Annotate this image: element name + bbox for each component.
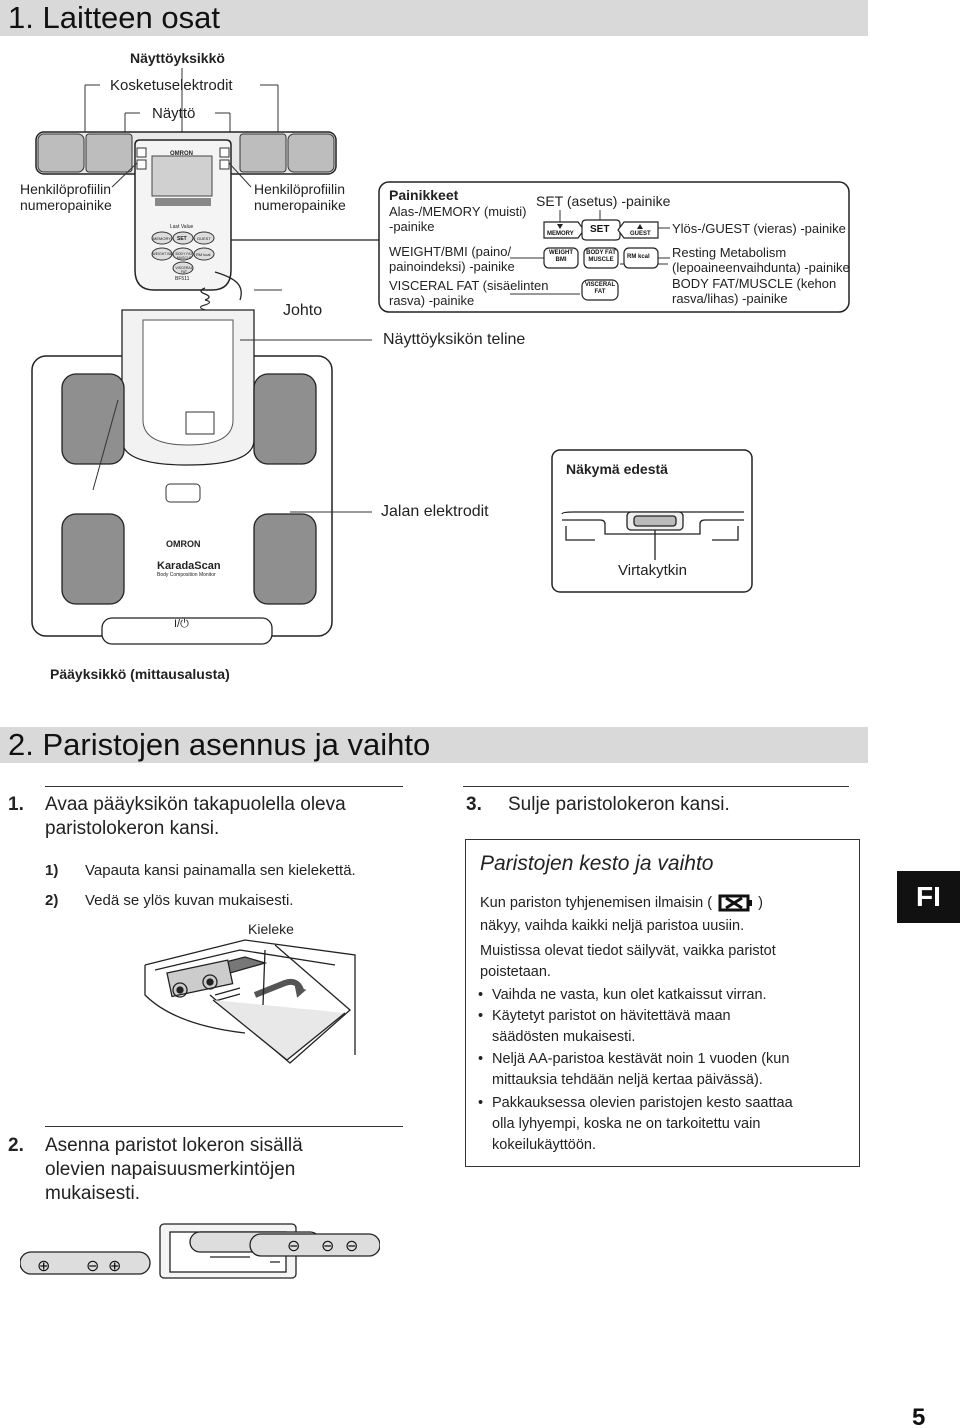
step1-sub2: 2) Vedä se ylös kuvan mukaisesti. (45, 892, 294, 909)
memory-button-label: Alas-/MEMORY (muisti) -painike (389, 204, 527, 234)
mini-key-bodyfat: BODY FAT MUSCLE (175, 252, 193, 260)
key-rm-text: RM kcal (627, 254, 650, 260)
mini-key-set: SET (177, 236, 187, 242)
step1-heading: 1. (8, 794, 24, 815)
display-label: Näyttö (152, 105, 196, 122)
battery-info-bullet-1: • Vaihda ne vasta, kun olet katkaissut virran. (478, 985, 767, 1006)
section2-title: 2. Paristojen asennus ja vaihto (8, 727, 431, 762)
guest-button-label: Ylös-/GUEST (vieras) -painike (672, 221, 846, 236)
battery-sign-6: ⊖ (345, 1238, 359, 1255)
step1-sub1: 1) Vapauta kansi painamalla sen kielekettä. (45, 862, 356, 879)
display-holder-label: Näyttöyksikön teline (383, 331, 526, 348)
display-model: BF511 (175, 276, 190, 282)
battery-sign-2: ⊖ (86, 1258, 100, 1275)
language-tab: FI (897, 871, 960, 923)
display-brand: OMRON (170, 151, 193, 157)
scale-graphic (32, 310, 332, 644)
visceral-button-label: VISCERAL FAT (sisäelinten rasva) -painike (389, 278, 549, 308)
key-memory-text: MEMORY (547, 231, 574, 237)
key-visceral-text: VISCERAL FAT (584, 282, 616, 295)
battery-empty-icon (716, 893, 754, 913)
cord-label: Johto (283, 302, 323, 319)
step1-rule (45, 786, 403, 787)
tab-label: Kieleke (248, 921, 294, 937)
step2-heading: 2. (8, 1135, 24, 1156)
step1-text: Avaa pääyksikön takapuolella oleva paristolokeron kansi. (45, 794, 346, 839)
section1-title: 1. Laitteen osat (8, 0, 220, 35)
page-number: 5 (912, 1404, 926, 1428)
battery-info-para2: Muistissa olevat tiedot säilyvät, vaikka paristot poistetaan. (480, 943, 776, 980)
mini-key-weight: WEIGHT BMI (152, 252, 174, 256)
mini-key-visceral: VISCERAL FAT (175, 266, 193, 274)
weight-button-label: WEIGHT/BMI (paino/ painoindeksi) -painike (389, 244, 515, 274)
battery-info-title: Paristojen kesto ja vaihto (480, 852, 714, 875)
main-unit-label: Pääyksikkö (mittausalusta) (50, 666, 230, 682)
profile-button-right-label: Henkilöprofiilin numeropainike (254, 181, 346, 213)
battery-sign-5: ⊖ (321, 1238, 335, 1255)
battery-info-bullet-2: • Käytetyt paristot on hävitettävä maan säädösten mukaisesti. (478, 1006, 731, 1048)
step3-rule (463, 786, 849, 787)
key-set-text: SET (590, 224, 610, 235)
buttons-panel-title: Painikkeet (389, 187, 459, 203)
mini-key-rm: RM kcal (196, 252, 211, 257)
profile-button-left-label: Henkilöprofiilin numeropainike (20, 181, 112, 213)
step2-text: Asenna paristot lokeron sisällä olevien napaisuusmerkintöjen mukaisesti. (45, 1135, 303, 1204)
device-parts-diagram (0, 0, 960, 700)
scale-brand: OMRON (166, 539, 201, 549)
battery-info-bullet-4: • Pakkauksessa olevien paristojen kesto saattaa olla lyhyempi, koska ne on tarkoitettu vain kokeilukäyttöön. (478, 1093, 793, 1156)
battery-info-para1-line1: Kun pariston tyhjenemisen ilmaisin ( ) (480, 893, 763, 914)
step2-rule (45, 1126, 403, 1127)
power-switch-label: Virtakytkin (618, 562, 687, 579)
battery-cover-diagram (135, 935, 395, 1095)
step3-text: Sulje paristolokeron kansi. (508, 794, 730, 815)
step3-heading: 3. (466, 794, 482, 815)
key-bodyfat-text: BODY FAT MUSCLE (586, 250, 616, 263)
battery-sign-1: ⊕ (37, 1258, 51, 1275)
foot-electrodes-label: Jalan elektrodit (381, 503, 489, 520)
front-view-title: Näkymä edestä (566, 461, 668, 477)
set-button-label: SET (asetus) -painike (536, 193, 671, 209)
mini-key-guest: GUEST (197, 236, 211, 241)
display-unit-label: Näyttöyksikkö (130, 50, 225, 66)
key-weight-text: WEIGHT BMI (549, 250, 573, 263)
bodyfat-button-label: BODY FAT/MUSCLE (kehon rasva/lihas) -painike (672, 276, 837, 306)
rm-button-label: Resting Metabolism (lepoaineenvaihdunta) -painike (672, 245, 850, 275)
key-guest-text: GUEST (630, 231, 651, 237)
mini-key-memory: MEMORY (153, 236, 171, 241)
scale-product: KaradaScan (157, 560, 221, 572)
battery-sign-4: ⊖ (287, 1238, 301, 1255)
section2-header-bar (0, 727, 868, 763)
scale-power-symbol: I/⏻ (174, 618, 189, 630)
touch-electrodes-label: Kosketuselektrodit (110, 77, 233, 94)
display-last-value: Last Value (170, 224, 194, 230)
scale-product-sub: Body Composition Monitor (157, 572, 216, 578)
battery-sign-3: ⊕ (108, 1258, 122, 1275)
battery-info-para1-line2: näkyy, vaihda kaikki neljä paristoa uusiin. (480, 918, 745, 934)
battery-info-bullet-3: • Neljä AA-paristoa kestävät noin 1 vuoden (kun mittauksia tehdään neljä kertaa päivässä). (478, 1049, 789, 1091)
